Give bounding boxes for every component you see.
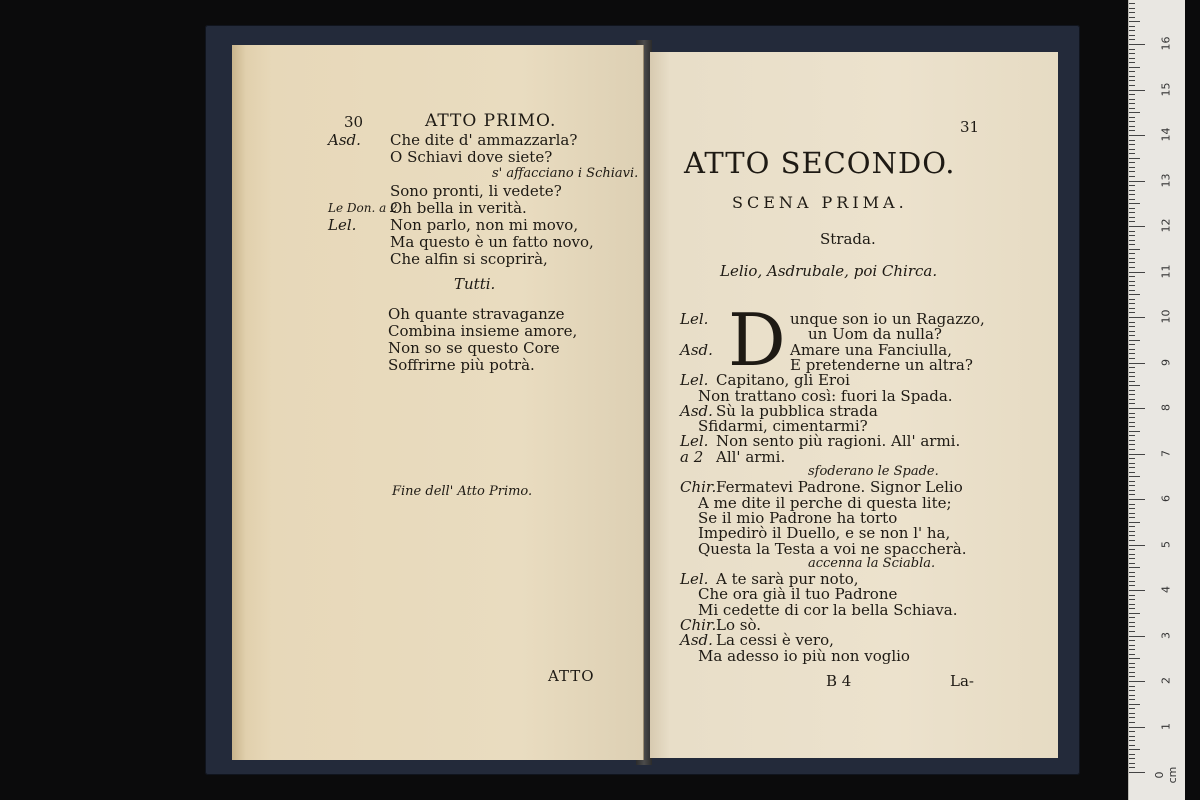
ruler-tick	[1129, 727, 1145, 728]
ruler-tick	[1129, 344, 1135, 345]
ruler-tick	[1129, 331, 1135, 332]
ruler-tick	[1129, 494, 1135, 495]
ruler-tick	[1129, 394, 1135, 395]
ruler-tick	[1129, 567, 1140, 568]
ruler-tick	[1129, 363, 1145, 364]
ruler-tick	[1129, 490, 1135, 491]
tutti-label: Tutti.	[454, 275, 496, 293]
ruler-tick	[1129, 631, 1135, 632]
ruler-tick	[1129, 435, 1135, 436]
ruler-tick	[1129, 399, 1135, 400]
verse-text: Questa la Testa a voi ne spaccherà.	[698, 539, 967, 558]
verse-text: Mi cedette di cor la bella Schiava.	[698, 600, 958, 619]
ruler-tick	[1129, 353, 1135, 354]
page-number: 31	[960, 118, 980, 136]
ruler-tick	[1129, 617, 1135, 618]
ruler-tick	[1129, 149, 1135, 150]
ruler-tick	[1129, 581, 1135, 582]
ruler-tick	[1129, 481, 1135, 482]
ruler-tick	[1129, 695, 1135, 696]
ruler-tick	[1129, 17, 1135, 18]
act-title: ATTO SECONDO.	[684, 146, 956, 180]
signature-mark: B 4	[826, 672, 852, 690]
ruler-tick	[1129, 754, 1135, 755]
ruler-tick	[1129, 44, 1145, 45]
ruler-tick	[1129, 26, 1135, 27]
ruler-tick	[1129, 476, 1140, 477]
ruler-tick	[1129, 449, 1135, 450]
ruler-tick	[1129, 194, 1135, 195]
ruler-tick	[1129, 681, 1145, 682]
ruler-tick	[1129, 39, 1135, 40]
verse-text: Che ora già il tuo Padrone	[698, 585, 898, 604]
ruler-tick	[1129, 640, 1135, 641]
verse-text: Se il mio Padrone ha torto	[698, 508, 898, 527]
ruler-tick	[1129, 676, 1135, 677]
ruler-tick	[1129, 704, 1140, 705]
ruler-tick	[1129, 513, 1135, 514]
verse-text: La cessi è vero,	[716, 631, 834, 650]
ruler-tick	[1129, 294, 1140, 295]
ruler-tick	[1129, 235, 1135, 236]
ruler-tick	[1129, 3, 1135, 4]
ruler-tick	[1129, 576, 1135, 577]
verse-text: Impedirò il Duello, e se non l' ha,	[698, 524, 951, 543]
ruler-tick	[1129, 522, 1140, 523]
ruler-tick	[1129, 203, 1140, 204]
ruler-tick	[1129, 126, 1135, 127]
ruler-tick	[1129, 144, 1135, 145]
ruler-tick	[1129, 572, 1135, 573]
ruler-tick	[1129, 140, 1135, 141]
verse-text: un Uom da nulla?	[808, 325, 942, 344]
ruler-tick	[1129, 53, 1135, 54]
ruler-tick	[1129, 103, 1135, 104]
ruler-tick	[1129, 599, 1135, 600]
speaker-label: Chir.	[680, 478, 717, 497]
ruler-tick	[1129, 349, 1135, 350]
ruler-tick	[1129, 740, 1135, 741]
ruler-tick	[1129, 262, 1135, 263]
ruler-tick	[1129, 358, 1135, 359]
speaker-label: Asd.	[680, 401, 713, 420]
verse-text: Combina insieme amore,	[388, 322, 578, 340]
ruler-tick	[1129, 440, 1135, 441]
ruler-tick	[1129, 340, 1140, 341]
ruler-tick	[1129, 80, 1135, 81]
verse-text: O Schiavi dove siete?	[390, 148, 553, 166]
ruler-tick	[1129, 267, 1135, 268]
ruler-tick	[1129, 117, 1135, 118]
ruler-tick	[1129, 686, 1135, 687]
ruler-number: 13	[1159, 173, 1173, 187]
ruler-tick	[1129, 763, 1135, 764]
ruler-tick	[1129, 199, 1135, 200]
ruler-tick	[1129, 153, 1135, 154]
ruler-tick	[1129, 549, 1135, 550]
speaker-label: Lel.	[680, 570, 709, 589]
ruler-tick	[1129, 485, 1135, 486]
verse-text: unque son io un Ragazzo,	[790, 310, 985, 328]
ruler-tick	[1129, 504, 1135, 505]
ruler-tick	[1129, 108, 1135, 109]
verse-text: Non parlo, non mi movo,	[390, 216, 579, 234]
stage-direction: accenna la Sciabla.	[808, 555, 936, 571]
ruler-tick	[1129, 403, 1135, 404]
ruler-tick	[1129, 517, 1135, 518]
verse-text: Sfidarmi, cimentarmi?	[698, 417, 868, 436]
verse-text: Non so se questo Core	[388, 339, 560, 357]
ruler-number: 3	[1159, 631, 1173, 639]
ruler-tick	[1129, 240, 1135, 241]
ruler-tick	[1129, 49, 1135, 50]
ruler-tick	[1129, 713, 1135, 714]
ruler-tick	[1129, 326, 1135, 327]
ruler-tick	[1129, 390, 1135, 391]
ruler-tick	[1129, 672, 1135, 673]
ruler-number: 9	[1159, 358, 1173, 366]
ruler-number: 8	[1159, 404, 1173, 411]
ruler-tick	[1129, 554, 1135, 555]
verse-text: Capitano, gli Eroi	[716, 371, 850, 390]
ruler-tick	[1129, 30, 1135, 31]
ruler-number: 10	[1159, 309, 1173, 324]
ruler-tick	[1129, 499, 1145, 500]
verse-text: All' armi.	[716, 447, 786, 466]
verse-text: Che alfin si scoprirà,	[390, 250, 548, 268]
stage-direction: s' affacciano i Schiavi.	[492, 166, 639, 181]
ruler-tick	[1129, 417, 1135, 418]
verse-text: E pretenderne un altra?	[790, 355, 973, 374]
ruler-tick	[1129, 112, 1140, 113]
ruler-number: 14	[1159, 127, 1173, 142]
ruler-tick	[1129, 535, 1135, 536]
verse-text: A me dite il perche di questa lite;	[698, 493, 952, 512]
ruler-tick	[1129, 717, 1135, 718]
speaker-label: Lel.	[680, 371, 709, 390]
ruler-tick	[1129, 62, 1135, 63]
ruler-tick	[1129, 613, 1140, 614]
ruler-tick	[1129, 226, 1145, 227]
ruler-tick	[1129, 212, 1135, 213]
ruler-tick	[1129, 472, 1135, 473]
speaker-label: Le Don. a 2	[328, 201, 398, 215]
catchword: La-	[950, 672, 974, 690]
setting: Strada.	[820, 230, 876, 248]
ruler-number: 5	[1159, 540, 1173, 548]
ruler-tick	[1129, 608, 1135, 609]
ruler-tick	[1129, 585, 1135, 586]
ruler-tick	[1129, 67, 1140, 68]
ruler-tick	[1129, 645, 1135, 646]
ruler-tick	[1129, 167, 1135, 168]
ruler-tick	[1129, 130, 1135, 131]
verse-text: A te sarà pur noto,	[716, 570, 859, 589]
ruler-tick	[1129, 658, 1140, 659]
ruler-tick	[1129, 654, 1135, 655]
running-head: ATTO PRIMO.	[425, 111, 557, 131]
ruler-tick	[1129, 308, 1135, 309]
ruler-tick	[1129, 71, 1135, 72]
verse-text: Ma adesso io più non voglio	[698, 646, 910, 665]
ruler-tick	[1129, 699, 1135, 700]
ruler-tick	[1129, 385, 1140, 386]
ruler-tick	[1129, 540, 1135, 541]
ruler-number: 2	[1159, 677, 1173, 684]
verse-text: Oh bella in verità.	[390, 199, 527, 217]
ruler-tick	[1129, 722, 1135, 723]
ruler-tick	[1129, 367, 1135, 368]
ruler-tick	[1129, 58, 1135, 59]
ruler-tick	[1129, 162, 1135, 163]
ruler-tick	[1129, 208, 1135, 209]
speaker-label: Chir.	[680, 616, 717, 634]
ruler-tick	[1129, 190, 1135, 191]
ruler-number: 6	[1159, 495, 1173, 502]
ruler-tick	[1129, 408, 1145, 409]
speaker-label: Lel.	[680, 432, 709, 451]
ruler-tick	[1129, 590, 1145, 591]
speaker-label: Asd.	[328, 131, 361, 149]
ruler-tick	[1129, 249, 1140, 250]
ruler-tick	[1129, 276, 1135, 277]
ruler-tick	[1129, 376, 1135, 377]
ruler-tick	[1129, 422, 1135, 423]
ruler-tick	[1129, 526, 1135, 527]
ruler-tick	[1129, 94, 1135, 95]
ruler-tick	[1129, 622, 1135, 623]
ruler-tick	[1129, 317, 1145, 318]
speaker-label: Asd.	[680, 340, 713, 359]
verse-text: Ma questo è un fatto novo,	[390, 233, 594, 251]
ruler-tick	[1129, 8, 1135, 9]
ruler-tick	[1129, 767, 1135, 768]
ruler-tick	[1129, 458, 1135, 459]
ruler-tick	[1129, 463, 1135, 464]
ruler-tick	[1129, 563, 1135, 564]
scene-title: SCENA PRIMA.	[732, 193, 908, 212]
characters: Lelio, Asdrubale, poi Chirca.	[720, 262, 938, 280]
end-of-act: Fine dell' Atto Primo.	[392, 484, 533, 499]
ruler-unit-label: 0 cm	[1153, 766, 1179, 784]
ruler-tick	[1129, 335, 1135, 336]
ruler-tick	[1129, 99, 1135, 100]
ruler-number: 7	[1159, 449, 1173, 457]
ruler-tick	[1129, 595, 1135, 596]
ruler-tick	[1129, 772, 1145, 773]
ruler-tick	[1129, 231, 1135, 232]
ruler-tick	[1129, 454, 1145, 455]
ruler-tick	[1129, 745, 1135, 746]
speaker-label: Lel.	[680, 310, 709, 328]
ruler-tick	[1129, 176, 1135, 177]
ruler-tick	[1129, 508, 1135, 509]
stage-direction: sfoderano le Spade.	[808, 464, 939, 479]
ruler-tick	[1129, 431, 1140, 432]
verse-text: Oh quante stravaganze	[388, 305, 565, 323]
verse-text: Sono pronti, li vedete?	[390, 182, 562, 200]
ruler-tick	[1129, 426, 1135, 427]
ruler-tick	[1129, 181, 1145, 182]
ruler-tick	[1129, 626, 1135, 627]
ruler-tick	[1129, 372, 1135, 373]
ruler-tick	[1129, 221, 1135, 222]
ruler-tick	[1129, 299, 1135, 300]
ruler-tick	[1129, 76, 1135, 77]
verse-text: Fermatevi Padrone. Signor Lelio	[716, 478, 963, 497]
ruler-tick	[1129, 663, 1135, 664]
left-page	[232, 45, 644, 760]
ruler-tick	[1129, 244, 1135, 245]
verse-text: Non trattano così: fuori la Spada.	[698, 386, 953, 405]
verse-text: Amare una Fanciulla,	[790, 340, 953, 359]
ruler-tick	[1129, 121, 1135, 122]
ruler-tick	[1129, 731, 1135, 732]
verse-text: Non sento più ragioni. All' armi.	[716, 432, 961, 451]
ruler-number: 16	[1159, 36, 1173, 51]
ruler-number: 15	[1159, 82, 1173, 96]
ruler-tick	[1129, 90, 1145, 91]
ruler-tick	[1129, 258, 1135, 259]
verse-text: Soffrirne più potrà.	[388, 356, 535, 374]
speaker-label: Asd.	[680, 631, 713, 650]
ruler-tick	[1129, 21, 1140, 22]
measuring-ruler	[1128, 0, 1185, 800]
ruler-tick	[1129, 545, 1145, 546]
ruler-number: 11	[1159, 264, 1173, 278]
ruler-tick	[1129, 758, 1135, 759]
ruler-tick	[1129, 135, 1145, 136]
ruler-tick	[1129, 290, 1135, 291]
ruler-tick	[1129, 708, 1135, 709]
ruler-tick	[1129, 531, 1135, 532]
ruler-tick	[1129, 158, 1140, 159]
ruler-tick	[1129, 253, 1135, 254]
ruler-tick	[1129, 171, 1135, 172]
ruler-tick	[1129, 690, 1135, 691]
ruler-tick	[1129, 667, 1135, 668]
right-page	[650, 52, 1058, 758]
ruler-tick	[1129, 736, 1135, 737]
ruler-tick	[1129, 649, 1135, 650]
ruler-tick	[1129, 467, 1135, 468]
verse-text: Che dite d' ammazzarla?	[390, 131, 578, 149]
catchword: ATTO	[548, 667, 595, 685]
drop-cap: D	[728, 298, 786, 382]
ruler-tick	[1129, 604, 1135, 605]
ruler-tick	[1129, 636, 1145, 637]
speaker-label: a 2	[680, 447, 704, 466]
ruler-tick	[1129, 12, 1135, 13]
ruler-tick	[1129, 281, 1135, 282]
verse-text: Lo sò.	[716, 616, 761, 634]
ruler-number: 4	[1159, 586, 1173, 593]
ruler-tick	[1129, 444, 1135, 445]
ruler-tick	[1129, 303, 1135, 304]
ruler-tick	[1129, 558, 1135, 559]
ruler-tick	[1129, 285, 1135, 286]
ruler-tick	[1129, 185, 1135, 186]
ruler-tick	[1129, 322, 1135, 323]
ruler-tick	[1129, 749, 1140, 750]
ruler-tick	[1129, 35, 1135, 36]
ruler-tick	[1129, 272, 1145, 273]
page-number: 30	[344, 113, 364, 131]
ruler-tick	[1129, 413, 1135, 414]
ruler-number: 1	[1159, 722, 1173, 730]
speaker-label: Lel.	[328, 216, 357, 234]
ruler-tick	[1129, 381, 1135, 382]
ruler-tick	[1129, 312, 1135, 313]
ruler-number: 12	[1159, 218, 1173, 233]
ruler-tick	[1129, 217, 1135, 218]
ruler-tick	[1129, 85, 1135, 86]
verse-text: Sù la pubblica strada	[716, 401, 878, 420]
